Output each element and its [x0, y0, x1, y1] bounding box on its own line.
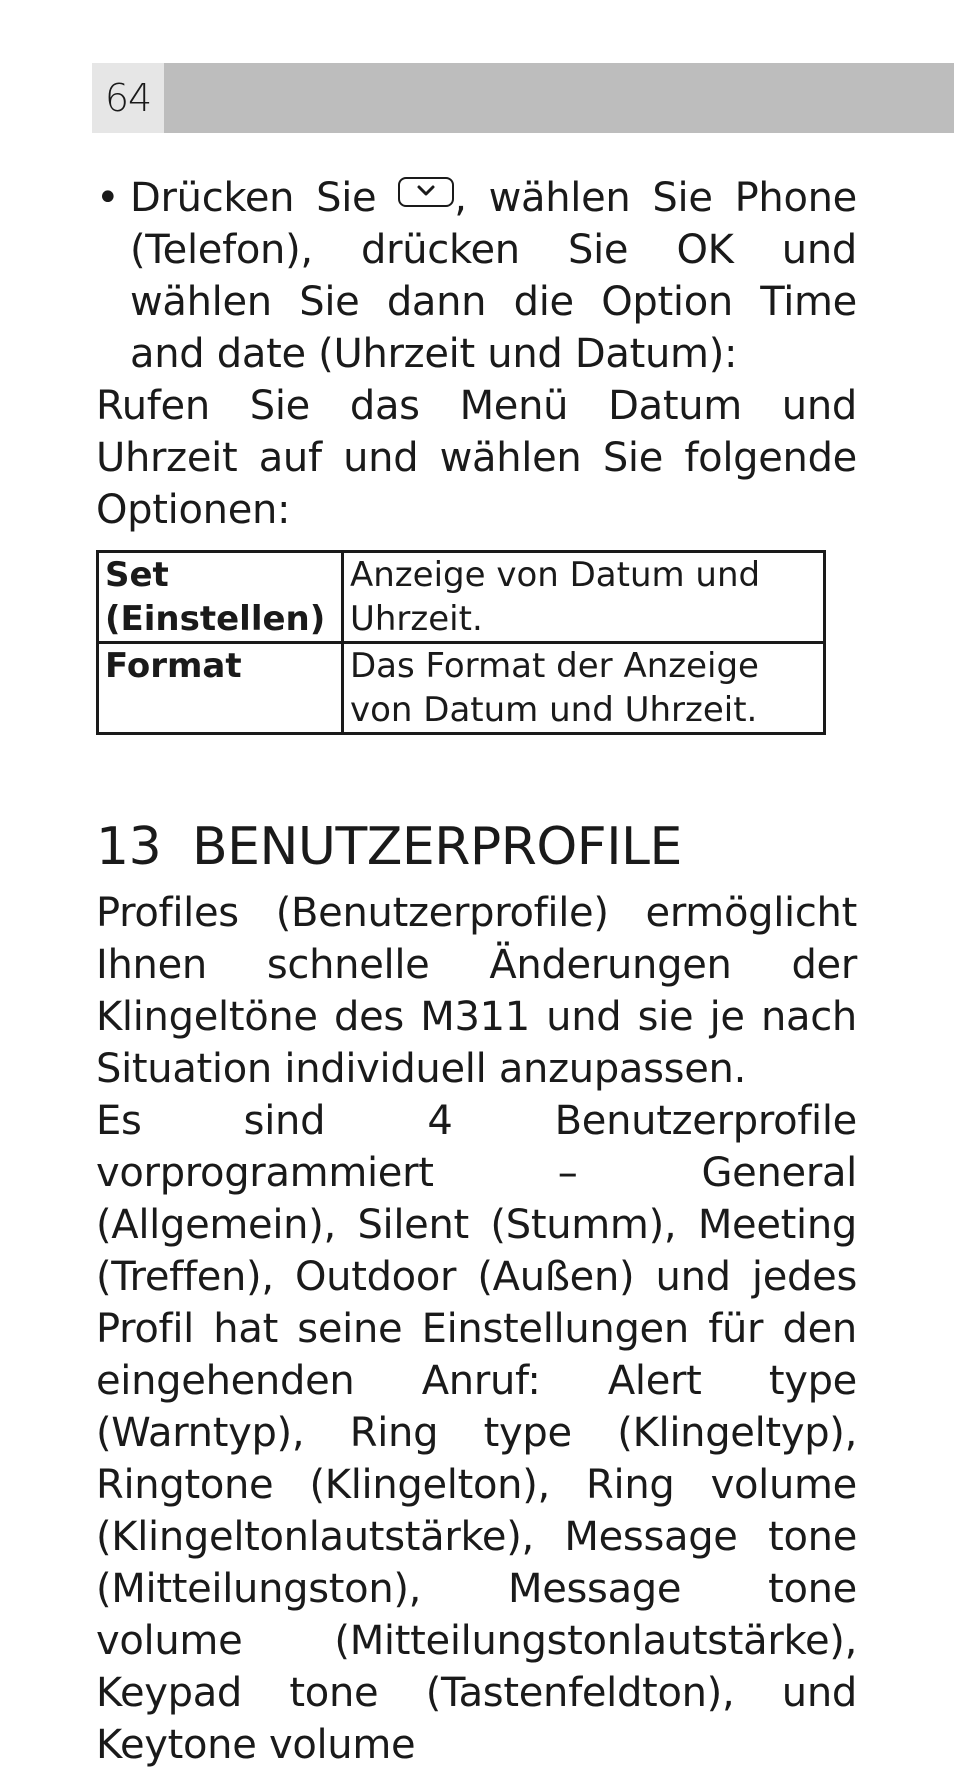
section-heading: [96, 815, 857, 879]
option-description: Anzeige von Datum und Uhrzeit.: [343, 552, 825, 643]
intro-paragraph: Rufen Sie das Menü Datum und Uhrzeit auf und wählen Sie folgende Optionen:: [96, 383, 857, 533]
instruction-bullet: [96, 172, 857, 380]
option-description: Das Format der Anzeige von Datum und Uhrzeit.: [343, 643, 825, 734]
instruction-text-start: Drücken Sie: [130, 175, 377, 221]
page-number: 64: [92, 63, 164, 133]
section-number: 13: [96, 817, 162, 877]
section-paragraph-2: Es sind 4 Benutzerprofile vorprogrammiert – General (Allgemein), Silent (Stumm), Meeting (Treffen), Outdoor (Außen) und jedes Profil hat seine Einstellungen für den eingehenden Anruf: Alert type (Warntyp), Ring type (Klingeltyp), Ringtone (Klingelton), Ring volume (Klingeltonlautstärke), Message tone (Mitteilungston), Message tone volume (Mitteilungstonlautstärke), Keypad tone (Tastenfeldton), und Keytone volume: [96, 1098, 857, 1768]
options-table: [96, 550, 826, 735]
instruction-text-end: , wählen Sie Phone (Telefon), drücken Sie OK und wählen Sie dann die Option Time and date (Uhrzeit und Datum):: [130, 175, 857, 377]
section-title: BENUTZERPROFILE: [192, 817, 682, 877]
option-name: Set (Einstellen): [98, 552, 343, 643]
bullet-dot: •: [96, 175, 120, 221]
options-table-row: [98, 643, 825, 734]
header-bar: [92, 63, 954, 133]
options-table-row: [98, 552, 825, 643]
option-name: Format: [98, 643, 343, 734]
section-paragraph-1: Profiles (Benutzerprofile) ermöglicht Ihnen schnelle Änderungen der Klingeltöne des M311 und sie je nach Situation individuell anzupassen.: [96, 890, 857, 1092]
page-content: [96, 172, 857, 1771]
chevron-down-key-icon: [398, 177, 454, 207]
